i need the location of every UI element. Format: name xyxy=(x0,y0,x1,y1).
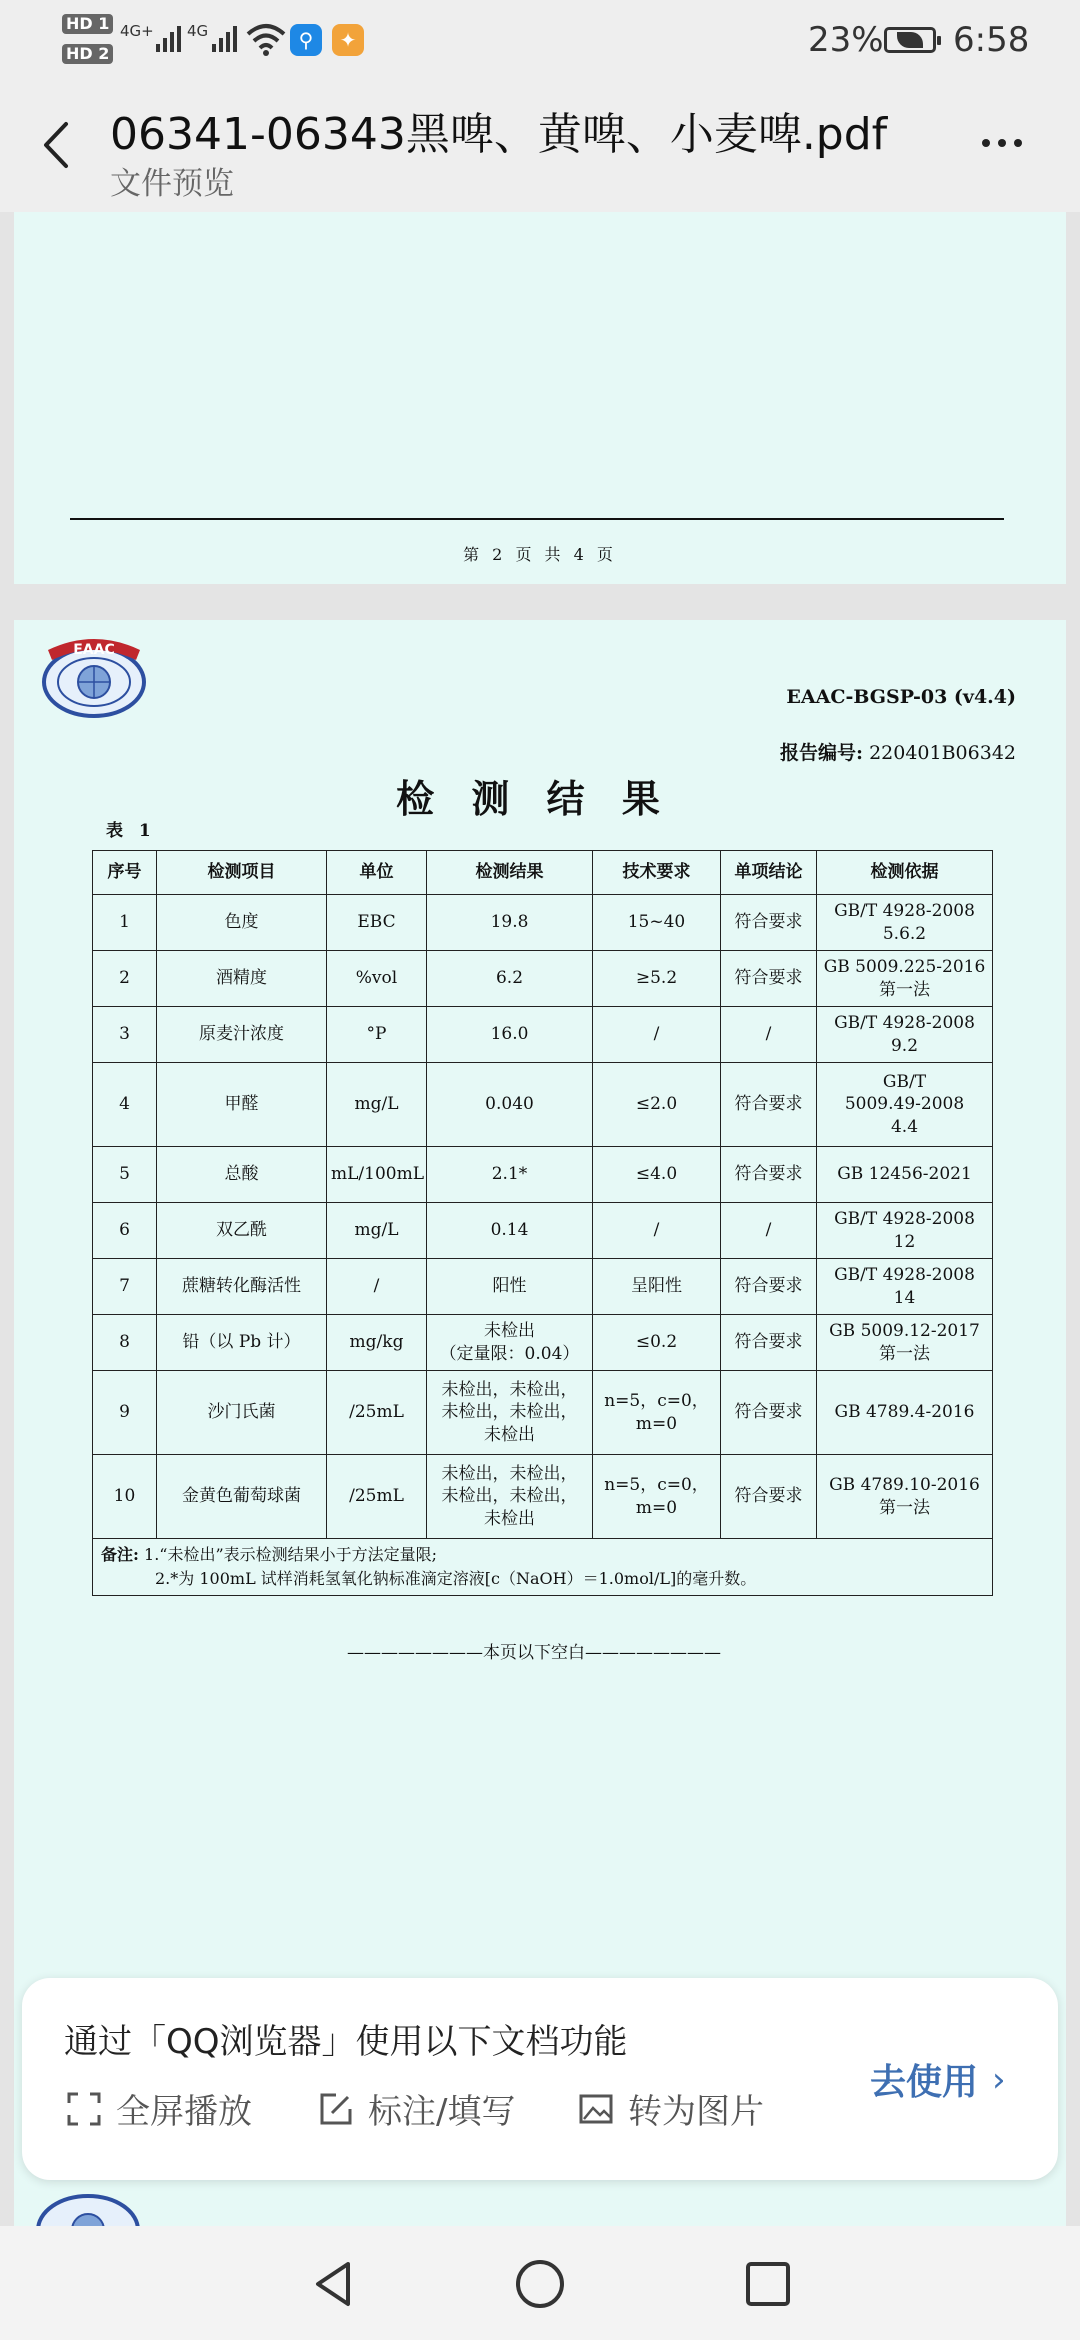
power-saving-leaf-icon xyxy=(897,32,923,48)
column-header: 检测结果 xyxy=(427,851,593,895)
requirement-cell: ≥5.2 xyxy=(593,951,721,1007)
requirement-cell: n=5，c=0， m=0 xyxy=(593,1455,721,1539)
nav-back-button[interactable] xyxy=(302,2252,366,2316)
more-dot-icon xyxy=(982,139,990,147)
unit-cell: / xyxy=(327,1259,427,1315)
table-header-row xyxy=(93,851,993,895)
table-row xyxy=(93,1315,993,1371)
test-item-cell: 总酸 xyxy=(157,1147,327,1203)
system-navigation-bar xyxy=(0,2226,1080,2340)
conclusion-cell: 符合要求 xyxy=(721,951,817,1007)
row-number-cell: 3 xyxy=(93,1007,157,1063)
conclusion-cell: 符合要求 xyxy=(721,895,817,951)
test-result-cell: 未检出，未检出， 未检出，未检出， 未检出 xyxy=(427,1455,593,1539)
go-use-button[interactable] xyxy=(870,2054,1006,2105)
eaac-logo-icon xyxy=(34,630,154,720)
remark-cell xyxy=(93,1539,993,1596)
table-row xyxy=(93,895,993,951)
title-bar xyxy=(0,80,1080,212)
test-basis-cell: GB 12456-2021 xyxy=(817,1147,993,1203)
test-item-cell: 蔗糖转化酶活性 xyxy=(157,1259,327,1315)
annotate-fill-feature[interactable] xyxy=(318,2084,515,2133)
row-number-cell: 9 xyxy=(93,1371,157,1455)
signal-1-icon xyxy=(156,22,181,52)
convert-to-image-feature[interactable] xyxy=(578,2084,764,2133)
unit-cell: EBC xyxy=(327,895,427,951)
row-number-cell: 4 xyxy=(93,1063,157,1147)
test-result-cell: 19.8 xyxy=(427,895,593,951)
column-header: 单项结论 xyxy=(721,851,817,895)
nav-home-circle-icon xyxy=(514,2258,566,2310)
annotate-fill-label: 标注/填写 xyxy=(368,2092,516,2132)
unit-cell: mg/L xyxy=(327,1063,427,1147)
pdf-page-3 xyxy=(14,620,1066,2160)
requirement-cell: 15~40 xyxy=(593,895,721,951)
back-arrow-icon xyxy=(40,120,70,170)
logo-text: EAAC xyxy=(73,642,115,658)
test-result-cell: 0.040 xyxy=(427,1063,593,1147)
test-item-cell: 铅（以 Pb 计） xyxy=(157,1315,327,1371)
clock: 6:58 xyxy=(953,20,1030,60)
column-header: 技术要求 xyxy=(593,851,721,895)
row-number-cell: 5 xyxy=(93,1147,157,1203)
nav-recents-button[interactable] xyxy=(736,2252,800,2316)
fullscreen-play-label: 全屏播放 xyxy=(116,2092,252,2132)
conclusion-cell: 符合要求 xyxy=(721,1147,817,1203)
requirement-cell: ≤0.2 xyxy=(593,1315,721,1371)
test-item-cell: 甲醛 xyxy=(157,1063,327,1147)
convert-to-image-label: 转为图片 xyxy=(628,2092,764,2132)
qq-browser-notification-icon: ⚲ xyxy=(290,24,322,56)
row-number-cell: 8 xyxy=(93,1315,157,1371)
table-row xyxy=(93,1455,993,1539)
test-result-cell: 未检出，未检出， 未检出，未检出， 未检出 xyxy=(427,1371,593,1455)
conclusion-cell: 符合要求 xyxy=(721,1259,817,1315)
nav-home-button[interactable] xyxy=(508,2252,572,2316)
column-header: 单位 xyxy=(327,851,427,895)
remark-line-2: 2.*为 100mL 试样消耗氢氧化钠标准滴定溶液[c（NaOH）＝1.0mol/L]的毫升数。 xyxy=(155,1569,757,1588)
conclusion-cell: 符合要求 xyxy=(721,1455,817,1539)
requirement-cell: / xyxy=(593,1007,721,1063)
conclusion-cell: 符合要求 xyxy=(721,1315,817,1371)
more-dot-icon xyxy=(1014,139,1022,147)
test-basis-cell: GB/T 4928-2008 14 xyxy=(817,1259,993,1315)
fullscreen-icon xyxy=(66,2091,102,2127)
signal-2-icon xyxy=(212,22,237,52)
qq-browser-banner[interactable] xyxy=(22,1978,1058,2180)
nav-back-triangle-icon xyxy=(308,2258,360,2310)
requirement-cell: ≤2.0 xyxy=(593,1063,721,1147)
test-basis-cell: GB 5009.12-2017 第一法 xyxy=(817,1315,993,1371)
requirement-cell: / xyxy=(593,1203,721,1259)
test-item-cell: 金黄色葡萄球菌 xyxy=(157,1455,327,1539)
requirement-cell: 呈阳性 xyxy=(593,1259,721,1315)
test-item-cell: 双乙酰 xyxy=(157,1203,327,1259)
requirement-cell: n=5，c=0， m=0 xyxy=(593,1371,721,1455)
conclusion-cell: / xyxy=(721,1203,817,1259)
test-basis-cell: GB 5009.225-2016 第一法 xyxy=(817,951,993,1007)
edit-icon xyxy=(318,2091,354,2127)
table-row xyxy=(93,951,993,1007)
battery-icon xyxy=(884,27,936,53)
test-basis-cell: GB 4789.4-2016 xyxy=(817,1371,993,1455)
image-icon xyxy=(578,2091,614,2127)
unit-cell: mg/kg xyxy=(327,1315,427,1371)
unit-cell: mL/100mL xyxy=(327,1147,427,1203)
fullscreen-play-feature[interactable] xyxy=(66,2084,252,2133)
test-result-cell: 0.14 xyxy=(427,1203,593,1259)
remark-line-1: 1.“未检出”表示检测结果小于方法定量限; xyxy=(144,1545,438,1564)
row-number-cell: 2 xyxy=(93,951,157,1007)
unit-cell: %vol xyxy=(327,951,427,1007)
test-result-cell: 2.1* xyxy=(427,1147,593,1203)
report-heading: 检 测 结 果 xyxy=(396,776,672,821)
test-basis-cell: GB/T 5009.49-2008 4.4 xyxy=(817,1063,993,1147)
unit-cell: mg/L xyxy=(327,1203,427,1259)
conclusion-cell: 符合要求 xyxy=(721,1371,817,1455)
row-number-cell: 10 xyxy=(93,1455,157,1539)
signal-1-label: 4G+ xyxy=(120,22,154,40)
results-table xyxy=(92,850,993,1596)
pdf-page-2 xyxy=(14,212,1066,584)
table-row xyxy=(93,1203,993,1259)
battery-percentage: 23% xyxy=(808,20,884,60)
column-header: 检测依据 xyxy=(817,851,993,895)
test-item-cell: 原麦汁浓度 xyxy=(157,1007,327,1063)
page-indicator: 第 2 页 共 4 页 xyxy=(463,545,617,564)
signal-2-label: 4G xyxy=(187,22,209,40)
document-subtitle: 文件预览 xyxy=(110,166,234,202)
column-header: 检测项目 xyxy=(157,851,327,895)
requirement-cell: ≤4.0 xyxy=(593,1147,721,1203)
nav-recents-square-icon xyxy=(742,2258,794,2310)
go-use-label: 去使用 xyxy=(870,2062,979,2103)
table-row xyxy=(93,1007,993,1063)
test-basis-cell: GB/T 4928-2008 5.6.2 xyxy=(817,895,993,951)
test-basis-cell: GB/T 4928-2008 12 xyxy=(817,1203,993,1259)
blank-below-note: ————————本页以下空白———————— xyxy=(347,1643,721,1663)
page-footer-divider xyxy=(70,518,1004,520)
row-number-cell: 1 xyxy=(93,895,157,951)
test-basis-cell: GB/T 4928-2008 9.2 xyxy=(817,1007,993,1063)
unit-cell: /25mL xyxy=(327,1455,427,1539)
chevron-right-icon: › xyxy=(992,2059,1006,2100)
column-header: 序号 xyxy=(93,851,157,895)
conclusion-cell: 符合要求 xyxy=(721,1063,817,1147)
test-result-cell: 6.2 xyxy=(427,951,593,1007)
document-title: 06341-06343黑啤、黄啤、小麦啤.pdf xyxy=(110,109,888,160)
table-body xyxy=(93,895,993,1539)
wifi-icon xyxy=(246,22,286,56)
table-row xyxy=(93,1371,993,1455)
app-notification-icon: ✦ xyxy=(332,24,364,56)
unit-cell: °P xyxy=(327,1007,427,1063)
report-number xyxy=(780,738,1016,765)
banner-text: 通过「QQ浏览器」使用以下文档功能 xyxy=(64,2022,628,2062)
table-row xyxy=(93,1063,993,1147)
remark-row xyxy=(93,1539,993,1596)
hd-2-badge: HD 2 xyxy=(62,44,113,64)
form-code: EAAC-BGSP-03 (v4.4) xyxy=(786,686,1016,708)
hd-1-badge: HD 1 xyxy=(62,14,113,34)
table-row xyxy=(93,1259,993,1315)
back-button[interactable] xyxy=(30,110,80,180)
test-result-cell: 阳性 xyxy=(427,1259,593,1315)
row-number-cell: 7 xyxy=(93,1259,157,1315)
more-options-button[interactable] xyxy=(972,118,1032,168)
report-number-value: 220401B06342 xyxy=(869,742,1016,764)
test-item-cell: 色度 xyxy=(157,895,327,951)
conclusion-cell: / xyxy=(721,1007,817,1063)
remark-label: 备注: xyxy=(101,1545,139,1564)
report-number-label: 报告编号: xyxy=(780,742,864,764)
test-result-cell: 未检出 （定量限：0.04） xyxy=(427,1315,593,1371)
test-item-cell: 沙门氏菌 xyxy=(157,1371,327,1455)
test-item-cell: 酒精度 xyxy=(157,951,327,1007)
status-bar xyxy=(0,0,1080,80)
test-result-cell: 16.0 xyxy=(427,1007,593,1063)
table-row xyxy=(93,1147,993,1203)
test-basis-cell: GB 4789.10-2016 第一法 xyxy=(817,1455,993,1539)
more-dot-icon xyxy=(998,139,1006,147)
table-label: 表 1 xyxy=(106,821,151,841)
row-number-cell: 6 xyxy=(93,1203,157,1259)
unit-cell: /25mL xyxy=(327,1371,427,1455)
